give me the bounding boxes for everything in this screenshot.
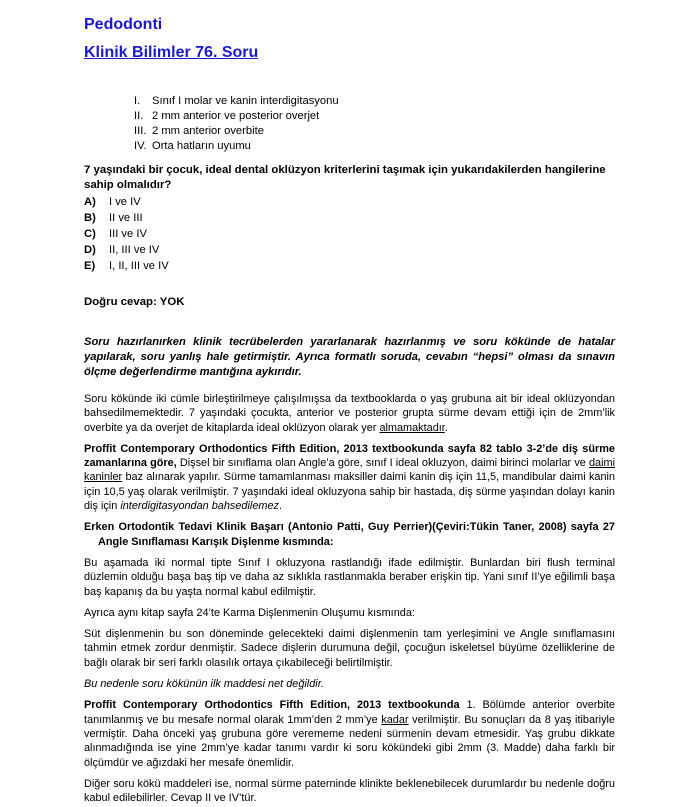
premise-item xyxy=(134,94,339,109)
premise-text: 2 mm anterior overbite xyxy=(152,125,264,137)
premise-item xyxy=(134,139,339,154)
premise-item xyxy=(134,124,339,139)
italic-text: interdigitasyondan bahsedilemez xyxy=(120,500,279,513)
premise-text: Orta hatların uyumu xyxy=(152,140,251,152)
paragraph-text: Dişsel bir sınıflama olan Angle’a göre, sınıf I ideal okluzyon, daimi birinci molarlar ve xyxy=(176,457,589,470)
paragraph-text: . xyxy=(444,421,448,434)
paragraph xyxy=(84,392,615,435)
category-heading: Pedodonti xyxy=(84,16,163,33)
paragraph xyxy=(84,442,615,513)
option-item xyxy=(84,258,169,274)
option-item xyxy=(84,226,169,242)
premise-number: II. xyxy=(134,110,144,122)
conclusion-text: Bu nedenle soru kökünün ilk maddesi net değildir. xyxy=(84,678,324,691)
underlined-text: almamaktadır xyxy=(379,421,445,434)
option-text: II, III ve IV xyxy=(109,244,160,256)
option-letter: E) xyxy=(84,260,96,272)
option-text: I ve IV xyxy=(109,196,141,208)
paragraph-text: verilmiştir. Bu sonuçları da 8 yaş itibariyle vermiştir. Daha önceki yaş grubuna göre verememe nedeni sürmenin devam etmesidir. Yaş grubu dikkate alınmadığında ise yine 2mm’ye kadar tanımı vardır ki soru kökündeki gibi 2mm (3. Madde) daha farklı bir ölçümdür ve ağızdaki her mesafe önemlidir. xyxy=(84,713,615,769)
option-item xyxy=(84,210,169,226)
paragraph xyxy=(84,698,615,769)
question-text: 7 yaşındaki bir çocuk, ideal dental oklüzyon kriterlerini taşımak için yukarıdakilerden hangilerine sahip olmalıdır? xyxy=(84,164,606,191)
correct-answer: Doğru cevap: YOK xyxy=(84,296,185,308)
paragraph-text: baz alınarak yapılır. Sürme tamamlanması maksiller daimi kanin diş için 11,5, mandibular daimi kanin için 10,5 yaş olarak verilmiştir. 7 yaşındaki ideal okluzyona sahip bir hastada, diş sürme yaşından dolayı kanin diş için xyxy=(84,471,615,513)
explanation-body xyxy=(84,392,615,805)
paragraph: Ayrıca aynı kitap sayfa 24’te Karma Dişlenmenin Oluşumu kısmında: xyxy=(84,606,415,619)
paragraph-text: . xyxy=(278,500,282,513)
option-letter: B) xyxy=(84,212,96,224)
source-citation: Proffit Contemporary Orthodontics Fifth Edition, 2013 textbookunda xyxy=(84,699,460,712)
option-letter: A) xyxy=(84,196,96,208)
option-item xyxy=(84,242,169,258)
premise-text: Sınıf I molar ve kanin interdigitasyonu xyxy=(152,95,339,107)
question-title-link[interactable]: Klinik Bilimler 76. Soru xyxy=(84,44,259,61)
underlined-text: kadar xyxy=(381,713,409,726)
option-text: I, II, III ve IV xyxy=(109,260,169,272)
source-citation: Erken Ortodontik Tedavi Klinik Başarı (Antonio Patti, Guy Perrier)(Çeviri:Tükin Taner, 2008) sayfa 27 Angle Sınıflaması Karışık Dişlenme kısmında: xyxy=(84,521,615,548)
premise-number: III. xyxy=(134,125,147,137)
premise-text: 2 mm anterior ve posterior overjet xyxy=(152,110,320,122)
premise-list xyxy=(134,94,339,154)
option-letter: C) xyxy=(84,228,96,240)
paragraph-text: Soru kökünde iki cümle birleştirilmeye çalışılmışsa da textbooklarda o yaş grubuna ait bir ideal oklüzyondan bahsedilmemektedir. 7 yaşındaki çocukta, anterior ve posterior grupta sürme devam ettiği için de 2mm’lik overbite ya da overjet de kitaplarda ideal oklüzyon olarak yer xyxy=(84,393,615,434)
paragraph-text: 1. Bölümde anterior overbite tanımlanmış ve bu mesafe normal olarak 1mm’den 2 mm’ye xyxy=(84,699,615,726)
source-citation: Proffit Contemporary Orthodontics Fifth Edition, 2013 textbookunda sayfa 82 tablo 3-2’de diş sürme zamanlarına göre, xyxy=(84,442,615,470)
option-item xyxy=(84,194,169,210)
option-text: III ve IV xyxy=(109,228,147,240)
answer-options xyxy=(84,194,169,274)
underlined-text: daimi kaninler xyxy=(84,457,615,484)
paragraph: Diğer soru kökü maddeleri ise, normal sürme paterninde klinikte beklenebilecek durumlardır bu nedenle doğru kabul edilebilirler. Cevap II ve IV’tür. xyxy=(84,777,615,805)
paragraph: Bu aşamada iki normal tipte Sınıf I okluzyona rastlandığı ifade edilmiştir. Bunlardan biri flush terminal düzlemin olduğu başa baş tip ve daha az sıklıkla rastlanmakla beraber erişkin tip. Yani sınıf II’ye eğilimli başa baş kapanış da bu yaşta normal kabul edilmiştir. xyxy=(84,556,615,598)
premise-item xyxy=(134,109,339,124)
option-letter: D) xyxy=(84,244,96,256)
option-text: II ve III xyxy=(109,212,143,224)
paragraph: Süt dişlenmenin bu son döneminde gelecekteki daimi dişlenmenin tam yerleşimini ve Angle sınıflamasını tahmin etmek zordur denmiştir. Sadece dişlerin durumuna değil, çocuğun iskeletsel büyüme özelliklerine de bağlı olarak bir seri farklı olasılık ortaya çıkabileceği belirtilmiştir. xyxy=(84,628,615,669)
objection-note: Soru hazırlanırken klinik tecrübelerden yararlanarak hazırlanmış ve soru kökünde de hatalar yapılarak, soru yanlış hale getirmiştir. Ayrıca formatlı soruda, cevabın “hepsi” olması da sınavın ölçme değerlendirme mantığına aykırıdır. xyxy=(84,336,615,379)
premise-number: IV. xyxy=(134,140,147,152)
premise-number: I. xyxy=(134,95,141,107)
